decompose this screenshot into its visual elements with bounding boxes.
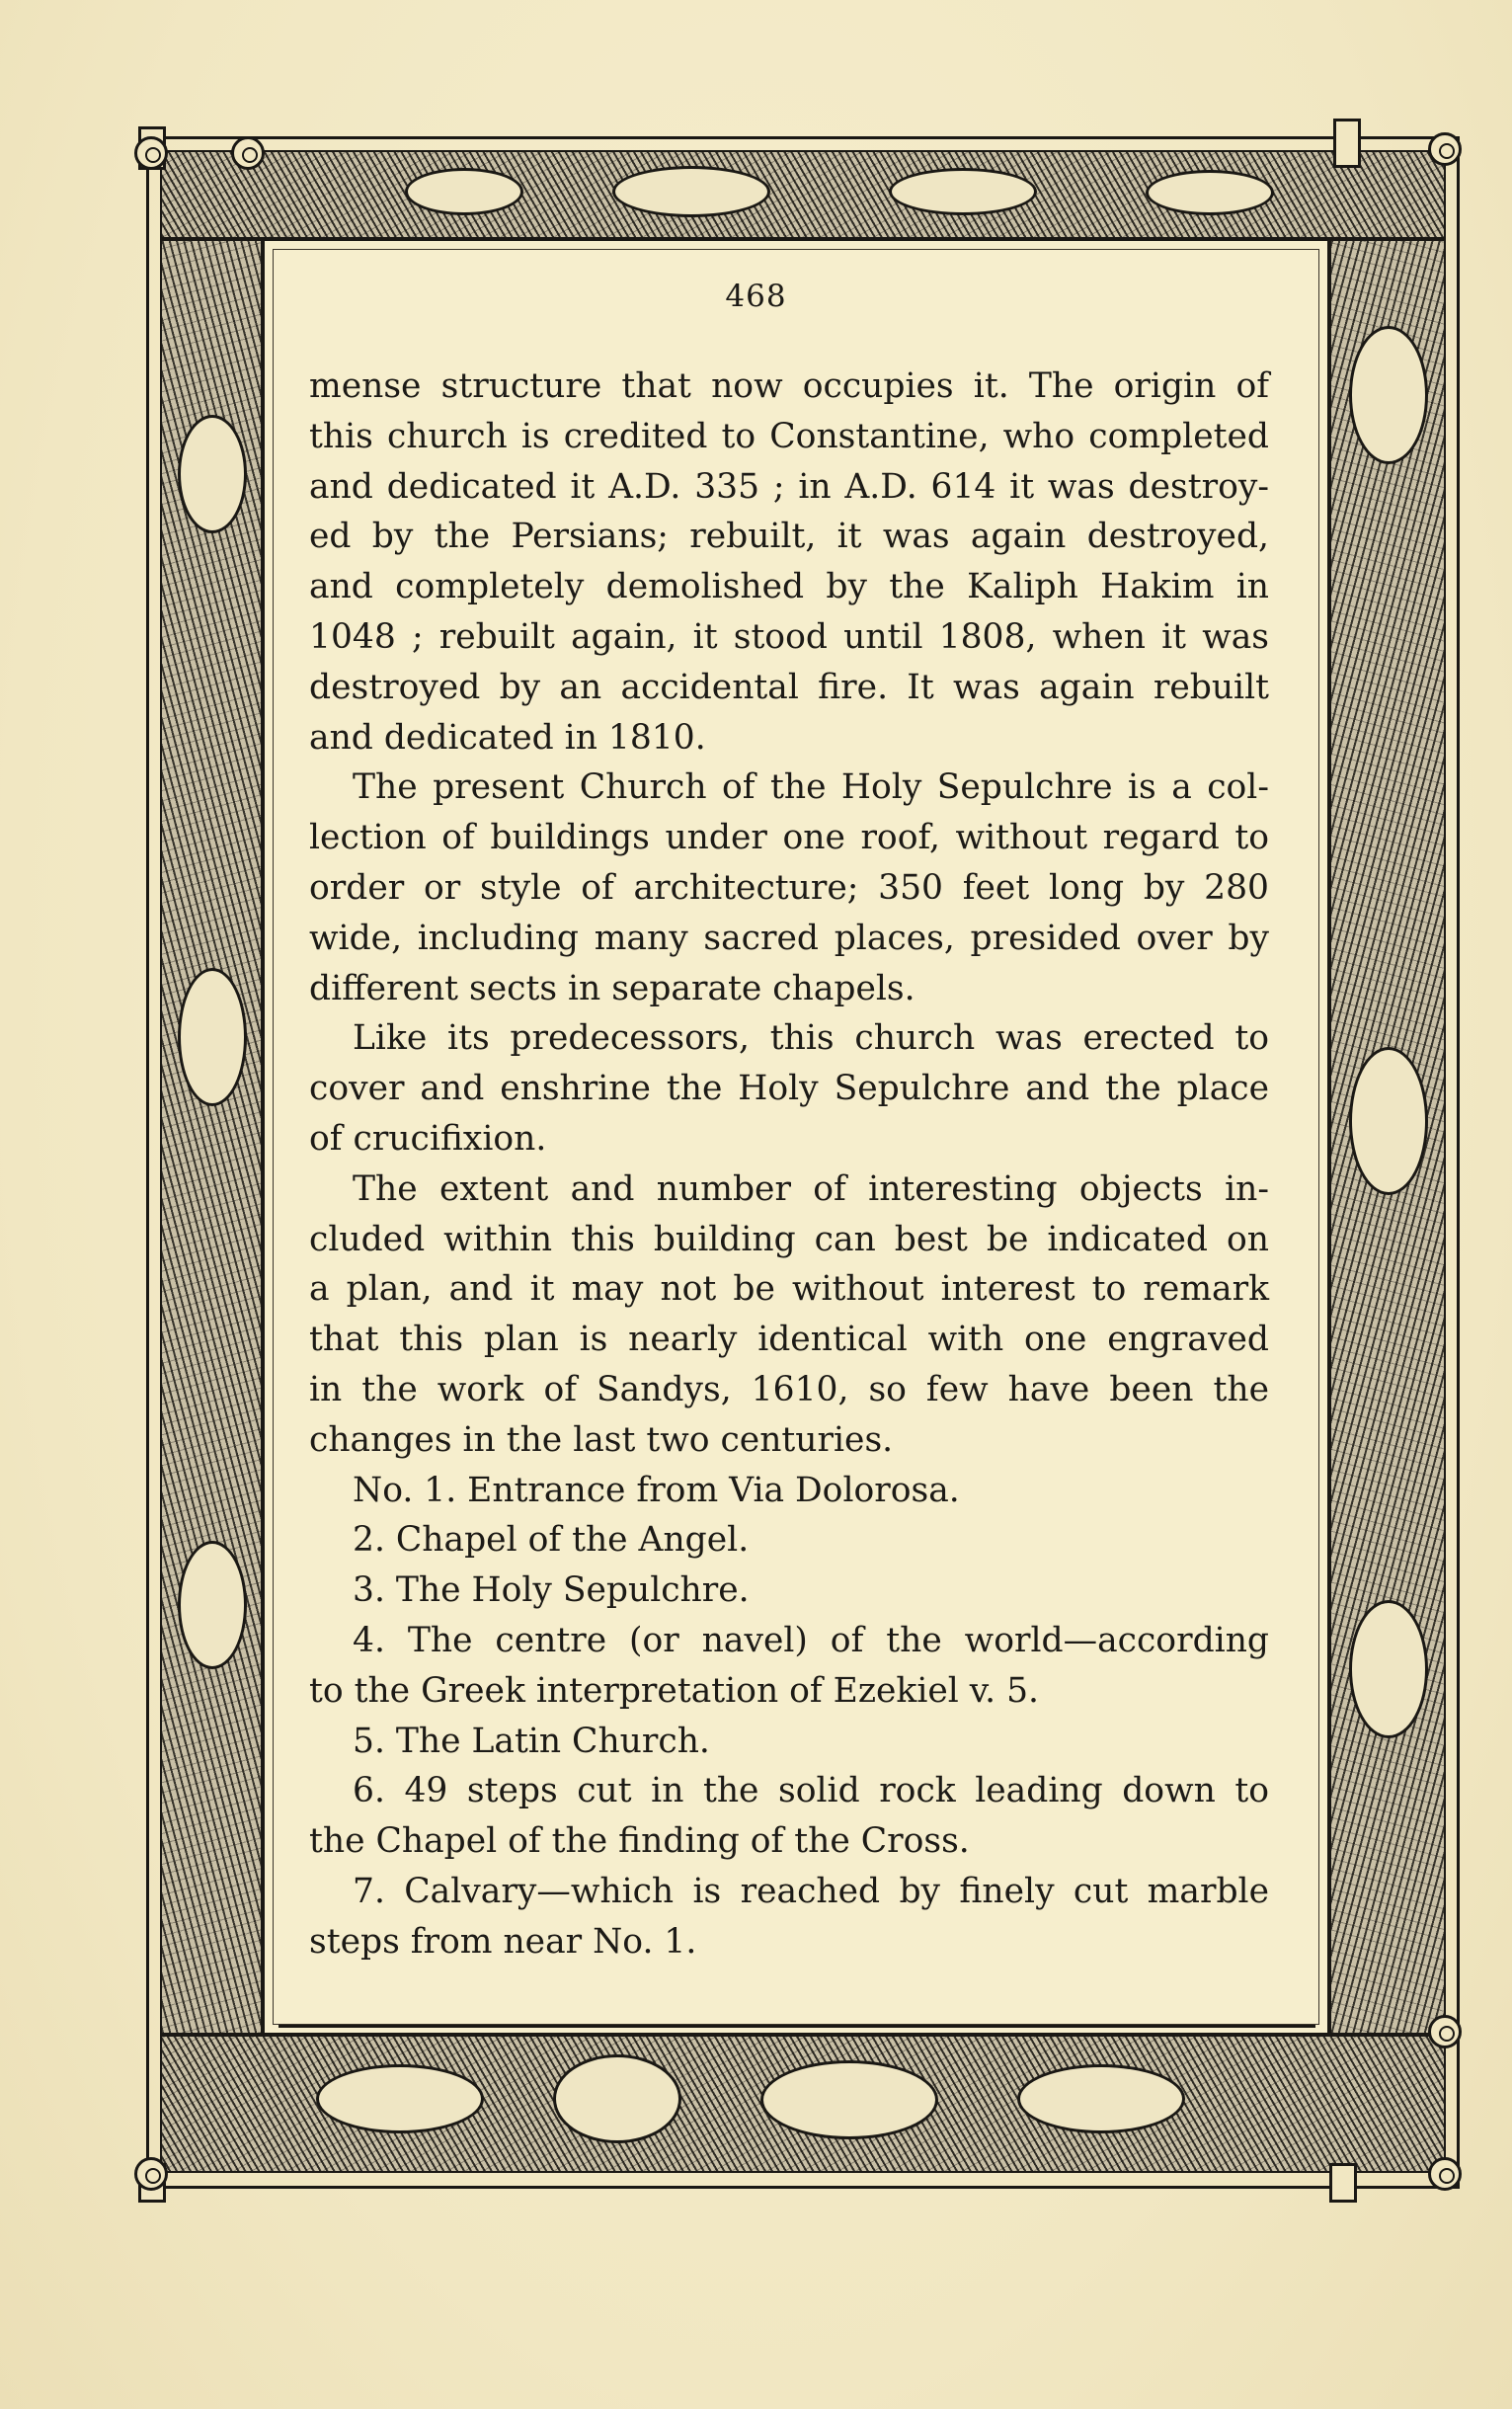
scroll-ornament xyxy=(178,968,247,1106)
scroll-ornament xyxy=(553,2054,681,2143)
page-number: 468 xyxy=(725,279,787,314)
text-line: in the work of Sandys, 1610, so few have been the xyxy=(309,1369,1269,1409)
list-item: 7. Calvary—which is reached by finely cut marble xyxy=(353,1871,1269,1911)
text-line: The present Church of the Holy Sepulchre is a col- xyxy=(353,767,1269,808)
list-item-continuation: steps from near No. 1. xyxy=(309,1921,697,1962)
text-line: changes in the last two centuries. xyxy=(309,1419,894,1460)
scroll-ornament xyxy=(405,168,523,215)
bottom-rule xyxy=(279,2025,1315,2028)
text-line: a plan, and it may not be without interest to remark xyxy=(309,1269,1269,1310)
list-item: 6. 49 steps cut in the solid rock leading down to xyxy=(353,1771,1269,1811)
paragraph xyxy=(309,1013,1269,1164)
list-item: 5. The Latin Church. xyxy=(353,1721,710,1761)
text-line: cover and enshrine the Holy Sepulchre and the place xyxy=(309,1069,1269,1109)
corner-knob xyxy=(134,2157,168,2191)
text-line: this church is credited to Constantine, who completed xyxy=(309,416,1269,456)
text-line: mense structure that now occupies it. The origin of xyxy=(309,366,1269,406)
text-line: and completely demolished by the Kaliph Hakim in xyxy=(309,567,1269,607)
scroll-ornament xyxy=(316,2064,484,2133)
text-line: Like its predecessors, this church was erected to xyxy=(353,1018,1269,1059)
text-line: wide, including many sacred places, presided over by xyxy=(309,918,1269,958)
text-line: 1048 ; rebuilt again, it stood until 1808, when it was xyxy=(309,616,1269,657)
scroll-ornament xyxy=(760,2060,938,2139)
list-item-continuation: the Chapel of the finding of the Cross. xyxy=(309,1821,970,1862)
body-text xyxy=(309,361,1269,1967)
text-line: that this plan is nearly identical with one engraved xyxy=(309,1320,1269,1360)
text-line: ed by the Persians; rebuilt, it was again destroyed, xyxy=(309,517,1269,557)
scroll-ornament xyxy=(889,168,1037,215)
corner-knob xyxy=(134,136,168,170)
list-item: No. 1. Entrance from Via Dolorosa. xyxy=(353,1470,960,1510)
paragraph xyxy=(309,361,1269,763)
text-line: destroyed by an accidental fire. It was again rebuilt xyxy=(309,667,1269,707)
text-line: cluded within this building can best be indicated on xyxy=(309,1219,1269,1259)
paragraph xyxy=(309,763,1269,1013)
scroll-ornament xyxy=(178,1541,247,1669)
corner-knob xyxy=(1428,132,1462,166)
scroll-ornament xyxy=(1349,326,1428,464)
scroll-ornament xyxy=(1349,1047,1428,1195)
scroll-ornament xyxy=(178,415,247,533)
scroll-ornament xyxy=(1017,2064,1185,2133)
list-item: 4. The centre (or navel) of the world—according xyxy=(353,1620,1269,1660)
scroll-ornament xyxy=(612,166,770,217)
text-line: The extent and number of interesting objects in- xyxy=(353,1168,1269,1209)
plan-list xyxy=(309,1466,1269,1967)
text-line: different sects in separate chapels. xyxy=(309,968,915,1008)
paragraph xyxy=(309,1164,1269,1466)
corner-post xyxy=(1329,2163,1357,2203)
corner-knob xyxy=(1428,2015,1462,2048)
scroll-ornament xyxy=(1349,1600,1428,1738)
text-line: and dedicated in 1810. xyxy=(309,717,706,758)
list-item: 2. Chapel of the Angel. xyxy=(353,1520,750,1561)
text-line: order or style of architecture; 350 feet long by 280 xyxy=(309,867,1269,908)
list-item: 3. The Holy Sepulchre. xyxy=(353,1570,750,1611)
scroll-ornament xyxy=(1146,170,1274,215)
corner-knob xyxy=(1428,2157,1462,2191)
text-line: and dedicated it A.D. 335 ; in A.D. 614 it was destroy- xyxy=(309,466,1269,507)
text-line: of crucifixion. xyxy=(309,1118,547,1159)
corner-post xyxy=(1333,119,1361,168)
list-item-continuation: to the Greek interpretation of Ezekiel v. 5. xyxy=(309,1670,1040,1711)
corner-knob xyxy=(231,136,265,170)
text-line: lection of buildings under one roof, without regard to xyxy=(309,818,1269,858)
